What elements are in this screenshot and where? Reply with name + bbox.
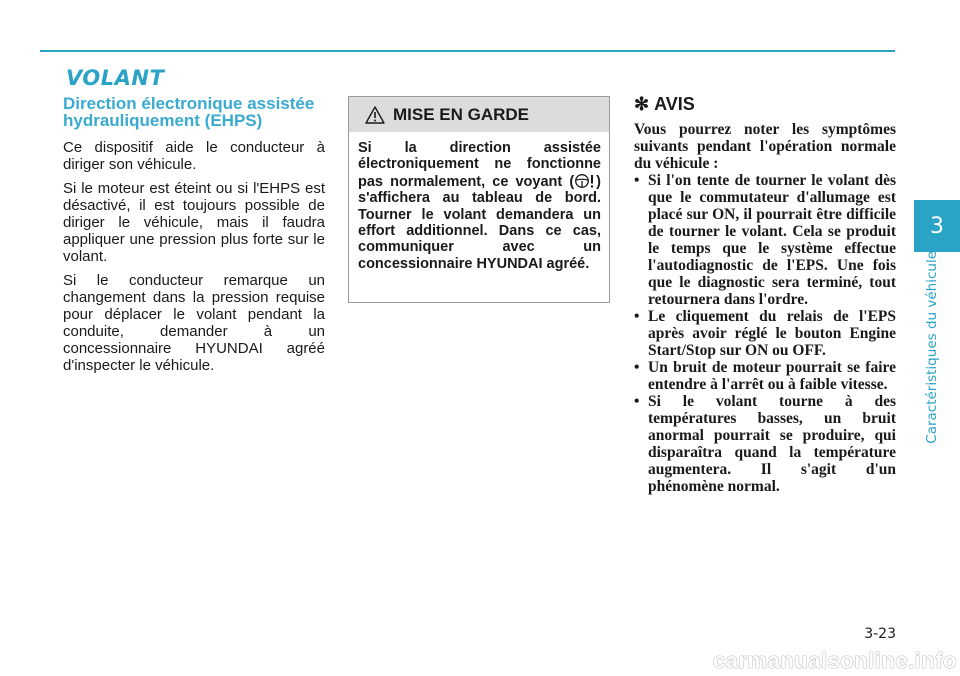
- subsection-heading: Direction électronique assistée hydrauliquement (EHPS): [63, 94, 315, 130]
- asterisk-icon: ✻: [634, 94, 650, 114]
- list-item-text: Si le volant tourne à des températures basses, un bruit anormal pourrait se produire, qui disparaîtra quand la température augmentera. Il s'agit d'un phénomène normal.: [648, 393, 896, 495]
- watermark: carmanualsonline.info: [713, 648, 957, 673]
- avis-header: [634, 94, 896, 115]
- warning-title: MISE EN GARDE: [393, 104, 530, 124]
- list-item: • Si le volant tourne à des températures basses, un bruit anormal pourrait se produire, qui disparaîtra quand la température augmentera. Il s'agit d'un phénomène normal.: [634, 393, 896, 495]
- warning-triangle-icon: [365, 106, 385, 124]
- left-column: [63, 95, 325, 381]
- chapter-label: [922, 251, 942, 444]
- list-item: • Si l'on tente de tourner le volant dès que le commutateur d'allumage est placé sur ON, il pourrait être difficile de tourner le volant. Cela se produit le temps que le système effectue l'autodiagnostic de l'EPS. Une fois que le diagnostic sera terminé, tout retournera dans l'ordre.: [634, 172, 896, 308]
- list-item: • Un bruit de moteur pourrait se faire entendre à l'arrêt ou à faible vitesse.: [634, 359, 896, 393]
- paragraph: Si le moteur est éteint ou si l'EHPS est désactivé, il est toujours possible de diriger le véhicule, mais il faudra appliquer une pression plus forte sur le volant.: [63, 180, 325, 265]
- warning-header: [349, 97, 609, 132]
- page-number: 3-23: [864, 626, 896, 642]
- list-item-text: Si l'on tente de tourner le volant dès que le commutateur d'allumage est placé sur ON, il pourrait être difficile de tourner le volant. Cela se produit le temps que le système effectue l'autodiagnostic de l'EPS. Une fois que le diagnostic sera terminé, tout retournera dans l'ordre.: [648, 172, 896, 308]
- avis-body: [634, 121, 896, 495]
- avis-list: [634, 172, 896, 495]
- chapter-label-text: Caractéristiques du véhicule: [924, 251, 940, 444]
- top-rule: [40, 50, 895, 52]
- avis-title: AVIS: [654, 94, 695, 114]
- steering-warning-icon: [574, 173, 596, 189]
- paragraph: Si le conducteur remarque un changement dans la pression requise pour déplacer le volant pendant la conduite, demander à un concessionnaire HYUNDAI agréé d'inspecter le véhicule.: [63, 272, 325, 374]
- paragraph: Ce dispositif aide le conducteur à diriger son véhicule.: [63, 139, 325, 173]
- avis-intro: Vous pourrez noter les symptômes suivants pendant l'opération normale du véhicule :: [634, 121, 896, 172]
- warning-text-part: ) s'affichera au tableau de bord. Tourner le volant demandera un effort additionnel. Dans ce cas, communiquer avec un concessionnaire HYUNDAI agréé.: [358, 173, 601, 272]
- warning-text: [349, 132, 609, 272]
- warning-text-part: Si la direction assistée électroniquement ne fonctionne pas normalement, ce voyant (: [358, 140, 601, 190]
- list-item: • Le cliquement du relais de l'EPS après avoir réglé le bouton Engine Start/Stop sur ON ou OFF.: [634, 308, 896, 359]
- chapter-number: 3: [930, 213, 944, 239]
- chapter-tab: [914, 200, 960, 252]
- list-item-text: Un bruit de moteur pourrait se faire entendre à l'arrêt ou à faible vitesse.: [648, 359, 896, 393]
- warning-box: [348, 96, 610, 303]
- list-item-text: Le cliquement du relais de l'EPS après avoir réglé le bouton Engine Start/Stop sur ON ou OFF.: [648, 308, 896, 359]
- avis-column: [634, 94, 896, 495]
- section-title: VOLANT: [66, 66, 165, 90]
